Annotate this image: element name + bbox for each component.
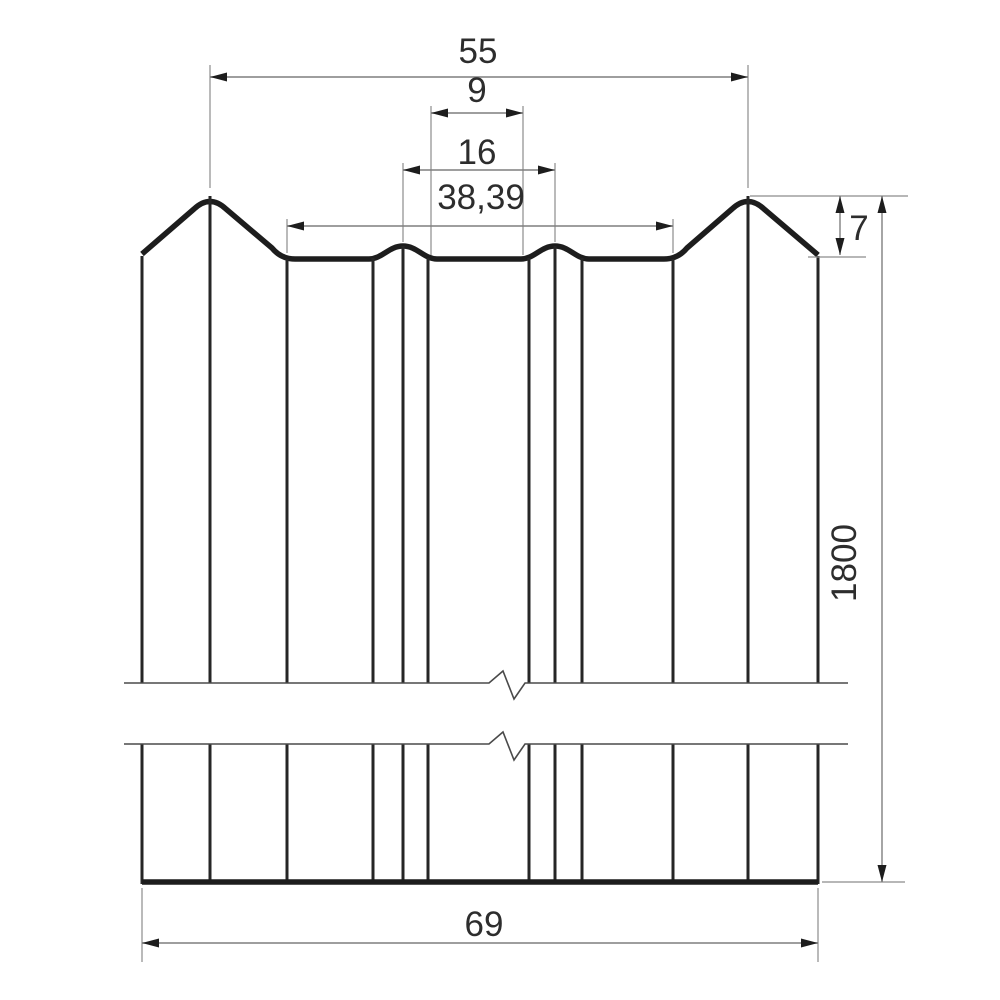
arrowhead-left-icon (210, 73, 227, 82)
dim-1800 (822, 196, 905, 882)
break-line-lower (124, 732, 848, 760)
arrowhead-right-icon (731, 73, 748, 82)
arrowhead-left-icon (142, 939, 159, 948)
fold-lines-lower (142, 744, 818, 884)
dim-69 (142, 888, 818, 962)
dim-7-label: 7 (849, 209, 869, 248)
fold-lines-upper (142, 196, 818, 683)
arrowhead-left-icon (403, 166, 420, 175)
dim-1800-label: 1800 (825, 524, 864, 602)
dim-16-label: 16 (457, 133, 497, 172)
profile-body (142, 196, 818, 884)
arrowhead-right-icon (801, 939, 818, 948)
arrowhead-right-icon (538, 166, 555, 175)
arrowhead-down-icon (836, 238, 845, 255)
arrowhead-up-icon (836, 196, 845, 213)
break-lines (124, 671, 848, 760)
dim-69-label: 69 (464, 905, 504, 944)
arrowhead-down-icon (878, 865, 887, 882)
break-line-upper (124, 671, 848, 699)
arrowhead-up-icon (878, 196, 887, 213)
arrowhead-right-icon (506, 109, 523, 118)
arrowhead-right-icon (656, 222, 673, 231)
arrowhead-left-icon (431, 109, 448, 118)
dim-38-39 (287, 178, 673, 253)
dim-9-label: 9 (467, 71, 487, 110)
dim-38-39-label: 38,39 (437, 178, 525, 217)
arrowhead-left-icon (287, 222, 304, 231)
dim-55-label: 55 (458, 32, 498, 71)
